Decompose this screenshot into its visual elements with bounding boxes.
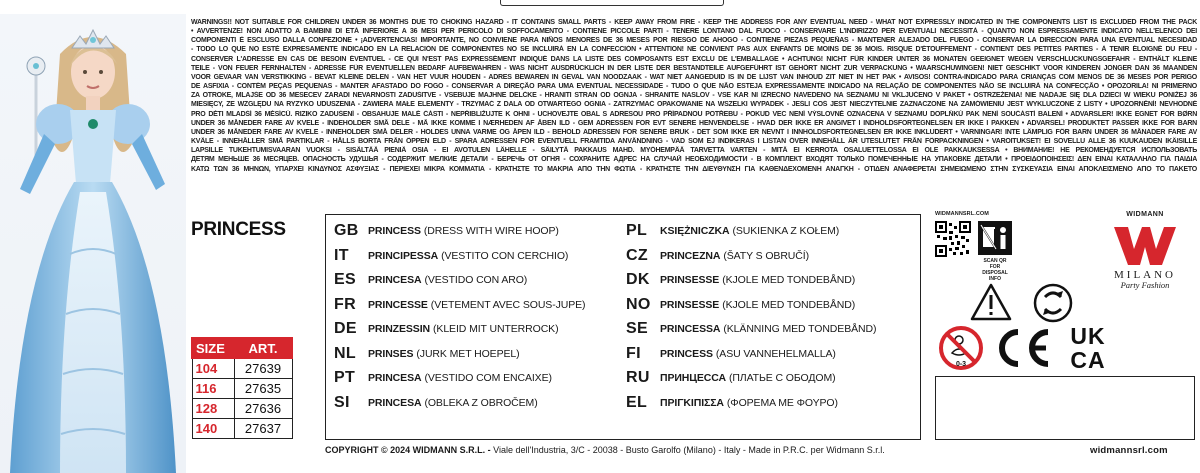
lang-name: PRINCESA xyxy=(368,396,422,409)
top-tab xyxy=(500,0,724,6)
size-header: SIZE xyxy=(192,338,234,358)
lang-name: PRINSES xyxy=(368,347,414,360)
ukca-top: UK xyxy=(1070,323,1106,349)
lang-name: PRINCESSA xyxy=(660,323,721,336)
lang-name: PRINCESA xyxy=(368,372,422,385)
lang-desc: (VETEMENT AVEC SOUS-JUPE) xyxy=(430,298,586,311)
warnings-text xyxy=(191,18,1197,174)
copyright-bold: COPYRIGHT © 2024 WIDMANN S.R.L. - xyxy=(325,445,491,455)
lang-name: PRINCIPESSA xyxy=(368,249,439,262)
size-cell: 116 xyxy=(192,378,234,398)
copyright-address: Viale dell'Industria, 3/C - 20038 - Busto Garolfo (Milano) - Italy - Made in P.R.C. per Widmann S.r.l. xyxy=(490,445,885,455)
lang-name: PRINSESSE xyxy=(660,274,720,287)
translation-row xyxy=(334,219,585,244)
warning-line: - TODO LO QUE NO ESTÉ EXPRESAMENTE INDICADO EN LA RELACIÓN DE COMPONENTES NO SE INCLUIRÁ EN LA CONFECCIÓN • ATTENTION! NE CONVIENT PAS AUX ENFANTS DE MOINS DE 36 MOIS. RISQUE D'ÉTOUFFEMENT - CONTIENT DES PETITES PARTIES - À TENIR ÉLOIGNÉ DU FEU - xyxy=(191,46,1197,54)
lang-name: KSIĘŻNICZKA xyxy=(660,225,730,238)
warning-line: ДЕТЯМ МЕНЬШЕ 36 МЕСЯЦЕВ. ОПАСНОСТЬ УДУШЬЯ - СОДЕРЖИТ МЕЛКИЕ ДЕТАЛИ - БЕРЕЧЬ ОТ ОГНЯ - СОХРАНИТЕ АДРЕС НА СЛУЧАЙ НЕОБХОДИМОСТИ - В КОМПЛЕКТ ВХОДЯТ ТОЛЬКО ПОМЕЧЕННЫЕ НА УПАКОВКЕ ДЕТАЛИ • ΠΡΟΕΙΔΟΠΟΙΗΣΕΙΣ! ΔΕΝ ΕΙΝΑΙ ΚΑΤΑΛΛΗΛΟ ΓΙΑ ΠΑΙΔΙΑ xyxy=(191,156,1197,164)
warning-triangle-icon xyxy=(970,283,1012,321)
logo-city: MILANO xyxy=(1114,269,1176,281)
qr-scan-text: SCAN QR FOR DISPOSAL INFO xyxy=(982,258,1008,282)
translation-row xyxy=(626,391,876,416)
warning-line: ZA OTROKE, MLAJŠE OD 36 MESECEV ZARADI NEVARNOSTI ZADUŠITVE - VSEBUJE MAJHNE DELČKE - HRANITI STRAN OD OGNJA - SHRANITE NASLOV - VSE KAR NI IZRECNO NAVEDENO NA SEZNAMU NI VKLJUČENO V PAKET • OSTRZEŻENIA! NIE NADAJE SIĘ DLA DZIECI W WIEKU PONIŻEJ 36 xyxy=(191,92,1197,100)
art-header: ART. xyxy=(234,338,292,358)
lang-desc: (JURK MET HOEPEL) xyxy=(416,347,520,360)
translation-row xyxy=(626,293,876,318)
art-cell: 27639 xyxy=(234,358,292,378)
lang-desc: (VESTIDO CON ARO) xyxy=(424,274,528,287)
warning-line: CONSERVER L'ADRESSE EN CAS DE BESOIN ÉVENTUEL - CE QUI N'EST PAS EXPRESSÉMENT INDIQUÉ DANS LA LISTE DES COMPOSANTS EST EXCLU DE L'EMBALLAGE • ACHTUNG! NICHT FÜR KINDER UNTER 36 MONATEN GEEIGNET WEGEN VERSCHLUCKUNGSGEFAHR - ENTHÄLT KLEINE xyxy=(191,55,1197,63)
size-table xyxy=(191,337,293,439)
warning-line: ΚΑΤΩ ΤΩΝ 36 ΜΗΝΩΝ, ΥΠΑΡΧΕΙ ΚΙΝΔΥΝΟΣ ΑΣΦΥΞΙΑΣ - ΠΕΡΙΕΧΕΙ ΜΙΚΡΑ ΚΟΜΜΑΤΙΑ - ΚΡΑΤΗΣΤΕ ΤΟ ΜΑΚΡΙΑ ΑΠΟ ΤΗΝ ΦΩΤΙΑ - ΚΡΑΤΗΣΤΕ ΤΗΝ ΔΙΕΥΘΥΝΣΗ ΓΙΑ ΚΑΘΕΝΔΕΧΟΜΕΝΗ ΑΝΑΓΚΗ - ΟΤΙΔΕΝ ΑΝΑΦΕΡΕΤΑΙ ΣΗΜΕΙΩΜΕΝΟ ΣΤΗΝ ΣΥΣΚΕΥΑΣΙΑ ΕΙΝΑΙ ΑΠΟΚΛΕΙΣΜΕΝΟ ΑΠΟ ΤΟ ΠΑΚΕΤΟ xyxy=(191,165,1197,173)
website-link[interactable]: widmannsrl.com xyxy=(1090,445,1168,456)
lang-code: NL xyxy=(334,344,356,362)
copyright-line xyxy=(325,445,885,455)
lang-code: NO xyxy=(626,295,651,313)
art-cell: 27636 xyxy=(234,398,292,418)
art-cell: 27637 xyxy=(234,418,292,438)
warning-line: UNDER 36 MÅNEDER FARE AV KVELE - INNEHOLDER SMÅ DELER - HOLDES UNNA VARME OG ÅPEN ILD - BEHOLD ADRESSEN FOR SENERE BRUK - DET SOM IKKE ER NEVNT I INNHOLDSFORTEGNELSEN ER IKKE INKLUDERT • VARNINGAR! INTE LÄMPLIG FÖR BARN UNDER 36 MÅNADER FARE AV xyxy=(191,128,1197,136)
lang-desc: (DRESS WITH WIRE HOOP) xyxy=(423,225,559,238)
lang-code: PT xyxy=(334,369,356,387)
lang-desc: (KJOLE MED TONDEBÅND) xyxy=(722,274,856,287)
translation-row xyxy=(626,268,876,293)
product-photo xyxy=(0,14,186,473)
warning-line: COMPONENTI È ESCLUSO DALLA CONFEZIONE • ¡ADVERTENCIAS! IMPORTANTE, NO CONVIENE PARA NIÑOS MENORES DE 36 MESES POR RIESGO DE AHOGO - CONTIENE PIEZAS PEQUEÑAS - MANTENER ALEJADO DEL FUEGO - CONSERVAR LA DIRECCIÓN PARA UNA EVENTUAL NECESIDAD xyxy=(191,37,1197,45)
lang-code: FI xyxy=(626,344,641,362)
table-row xyxy=(192,418,292,438)
recycle-bin-info-icon xyxy=(978,221,1012,255)
warning-line: KVÄLE - INNEHÅLLER SMÅ PARTIKLAR - HÅLLS BORTA FRÅN ÖPPEN ELD - SPARA ADRESSEN FÖR EVENTUELL FRAMTIDA ANVÄNDNING - VAD SOM EJ INDIKERAS I LISTAN ÖVER INNEHÅLL ÄR UTESLUTET FRÅN FÖRPACKNINGEN • VAROITUKSET! EI SOVELLU ALLE 36 KUUKAUDEN IKÄISILLE xyxy=(191,138,1197,146)
lang-name: PRINZESSIN xyxy=(368,323,431,336)
lang-desc: (KJOLE MED TONDEBÅND) xyxy=(722,298,856,311)
translation-row xyxy=(334,366,585,391)
product-title: PRINCESS xyxy=(191,219,286,240)
ukca-mark-icon xyxy=(1064,322,1112,372)
lang-name: PRINCESS xyxy=(368,225,421,238)
ukca-bottom: CA xyxy=(1070,347,1106,372)
lang-code: IT xyxy=(334,246,349,264)
barcode-sticker-area xyxy=(935,376,1195,440)
lang-name: ПРИНЦЕССА xyxy=(660,372,726,385)
lang-desc: (SUKIENKA Z KOŁEM) xyxy=(732,225,840,238)
ce-mark-icon xyxy=(994,326,1054,370)
lang-name: PRINCEZNA xyxy=(660,249,721,262)
translations-right-column xyxy=(626,219,876,415)
table-row xyxy=(192,358,292,378)
qr-block xyxy=(935,211,1023,282)
lang-code: GB xyxy=(334,222,359,240)
qr-code-icon[interactable] xyxy=(935,221,971,257)
lang-name: ΠΡΙΓΚΙΠΙΣΣΑ xyxy=(660,396,724,409)
translation-row xyxy=(334,317,585,342)
lang-desc: (VESTIDO COM ENCAIXE) xyxy=(424,372,552,385)
widmann-logo xyxy=(1110,211,1180,290)
warning-line: MIESIĘCY, ZE WZGLĘDU NA RYZYKO UDUSZENIA - ZAWIERA MAŁE ELEMENTY - TRZYMAĆ Z DALA OD OTWARTEGO OGNIA - ZATRZYMAĆ OPAKOWANIE NA WSZELKI WYPADEK - JEŚLI COŚ JEST NIECZYTELNIE ZAZNACZONE NA ZAMÓWIENIU JEST WYKLUCZONE Z LISTY • UPOZORNĚNÍ! NEVHODNÉ xyxy=(191,101,1197,109)
qr-url: WIDMANNSRL.COM xyxy=(935,211,989,217)
lang-desc: (KLEID MIT UNTERROCK) xyxy=(433,323,559,336)
translation-row xyxy=(626,366,876,391)
lang-desc: (KLÄNNING MED TONDEBÅND) xyxy=(723,323,877,336)
warning-line: UNDER 36 MÅNEDER FARE AV KVELE - INDEHOLDER SMÅ DELE - MÅ IKKE KOMME I NÆRHEDEN AF ÅBEN ILD - GEM ADRESSEN FOR EVT SENERE HENVENDELSE - HVAD DER IKKE ER ANGIVET I INDHOLDSFORTEGNELSEN ER IKKE I PAKKEN • ADVARSEL! PRODUKTET PASSER IKKE FOR BARN xyxy=(191,119,1197,127)
lang-desc: (OBLEKA Z OBROČEM) xyxy=(424,396,538,409)
warning-line: DE ASFIXIA - CONTÉM PEÇAS PEQUENAS - MANTER AFASTADO DO FOGO - CONSERVAR A DIREÇÃO PARA UMA EVENTUAL NECESSIDADE - TUDO O QUE NÃO ESTEJA EXPRESSAMENTE INDICADO NA RELAÇÃO DE COMPONENTES NÃO SE INCLUIRÁ NA CONFECÇÃO • OPOZORILA! NI PRIMERNO xyxy=(191,83,1197,91)
logo-name: WIDMANN xyxy=(1126,211,1164,218)
lang-code: PL xyxy=(626,222,648,240)
table-row xyxy=(192,398,292,418)
size-cell: 140 xyxy=(192,418,234,438)
translation-row xyxy=(334,391,585,416)
lang-code: ES xyxy=(334,271,356,289)
logo-tagline: Party Fashion xyxy=(1120,280,1170,290)
translation-row xyxy=(626,342,876,367)
warning-line: WARNINGS!! NOT SUITABLE FOR CHILDREN UNDER 36 MONTHS DUE TO CHOKING HAZARD - IT CONTAINS SMALL PARTS - KEEP AWAY FROM FIRE - KEEP THE ADDRESS FOR ANY EVENTUAL NEED - WHAT NOT EXPRESSLY INDICATED IN THE COMPONENTS LIST IS EXCLUDED FROM THE PACK xyxy=(191,19,1197,26)
art-cell: 27635 xyxy=(234,378,292,398)
lang-code: DE xyxy=(334,320,357,338)
warning-line: • AVVERTENZE! NON ADATTO A BAMBINI DI ETÀ INFERIORE A 36 MESI PER PERICOLO DI SOFFOCAMENTO - CONTIENE PICCOLE PARTI - TENERE LONTANO DAL FUOCO - CONSERVARE L'INDIRIZZO PER EVENTUALI NECESSITÀ - QUANTO NON ESPRESSAMENTE INDICATO NELL'ELENCO DEI xyxy=(191,28,1197,36)
translations-left-column xyxy=(334,219,585,415)
translation-row xyxy=(626,244,876,269)
lang-name: PRINSESSE xyxy=(660,298,720,311)
translation-row xyxy=(334,244,585,269)
translation-row xyxy=(626,317,876,342)
lang-code: EL xyxy=(626,393,648,411)
warning-line: LAPSILLE TUKEHTUMISVAARAN VUOKSI - SISÄLTÄÄ PIENIÄ OSIA - EI AVOTULEN LÄHELLE - SÄILYTÄ PAKKAUS MAHD. MYÖHEMPÄÄ TARVETTA VARTEN - MITÄ EI KERROTA OSALUETTELOSSA EI OLE PAKKAUKSESSA • ВНИМАНИЕ! НЕ РЕКОМЕНДУЕТСЯ ИСПОЛЬЗОВАТЬ xyxy=(191,147,1197,155)
warning-line: VOOR GEVAAR VAN VERSTIKKING - BEVAT KLEINE DELEN - VAN HET VUUR HOUDEN - ADRES BEWAREN IN GEVAL VAN NOODZAAK - WAT NIET AANGEDUID IS IN DE LIJST VAN INHOUD ZIT NIET IN HET PAK • AVISOS! CONTRA-INDICADO PARA CRIANÇAS COM MENOS DE 36 MESES POR PERIGO xyxy=(191,73,1197,81)
lang-name: PRINCESS xyxy=(660,347,713,360)
lang-name: PRINCESSE xyxy=(368,298,428,311)
lang-code: DK xyxy=(626,271,650,289)
translation-row xyxy=(626,219,876,244)
recycle-icon xyxy=(1033,283,1073,323)
lang-code: RU xyxy=(626,369,650,387)
table-row xyxy=(192,378,292,398)
warning-line: TEILE - VON FEUER FERNHALTEN - ADRESSE FÜR EVENTUELLEN BEDARF AUFBEWAHREN - WAS NICHT AUSDRÜCKLICH IN DER LISTE DER BESTANDTEILE AUFGEFÜHRT IST GEHÖRT NICHT ZUR VERPACKUNG • WAARSCHUWINGEN! NIET GESCHIKT VOOR KINDEREN JONGER DAN 36 MAANDEN xyxy=(191,64,1197,72)
translation-row xyxy=(334,342,585,367)
lang-desc: (ASU VANNEHELMALLA) xyxy=(715,347,836,360)
lang-name: PRINCESA xyxy=(368,274,422,287)
lang-desc: (ΦΟΡΕΜΑ ΜΕ ΦΟΥΡΟ) xyxy=(726,396,838,409)
lang-code: SI xyxy=(334,393,350,411)
age-warning-icon xyxy=(938,325,984,376)
translation-row xyxy=(334,293,585,318)
lang-code: SE xyxy=(626,320,648,338)
lang-desc: (ŠATY S OBRUČÍ) xyxy=(723,249,809,262)
lang-code: CZ xyxy=(626,246,648,264)
lang-desc: (VESTITO CON CERCHIO) xyxy=(441,249,569,262)
translations-box xyxy=(325,214,921,440)
size-cell: 128 xyxy=(192,398,234,418)
lang-code: FR xyxy=(334,295,356,313)
size-cell: 104 xyxy=(192,358,234,378)
age-label: 0-3 xyxy=(955,361,967,368)
widmann-w-icon xyxy=(1112,219,1178,267)
lang-desc: (ПЛАТЬЕ С ОБОДОМ) xyxy=(728,372,836,385)
translation-row xyxy=(334,268,585,293)
warning-line: PRO DĚTI MLADŠÍ 36 MĚSÍCŮ. RIZIKO ZADUŠENÍ - OBSAHUJE MALÉ ČÁSTI - NEPŘIBLIŽUJTE K OHNI - UCHOVEJTE OBAL S ADRESOU PRO PŘÍPADNOU POTŘEBU - POKUD VEC NENÍ VÝSLOVNĚ OZNAČENA V SEZNAMU DOPLŇKŮ PAK NENÍ SOUČÁSTÍ BALENÍ • ADVARSLER! IKKE EGNET FOR BØRN xyxy=(191,110,1197,118)
